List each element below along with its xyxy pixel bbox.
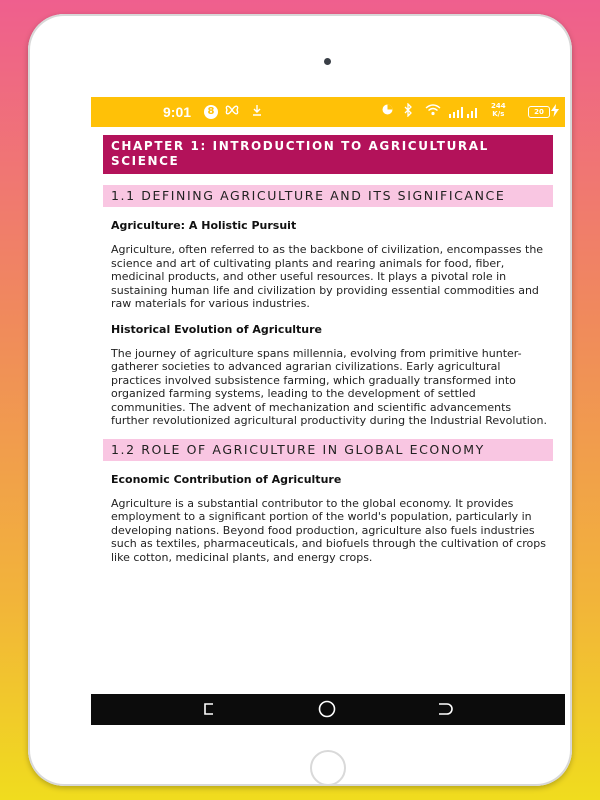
front-camera [324, 58, 331, 65]
hardware-home-button[interactable] [310, 750, 346, 786]
status-bar [91, 97, 565, 127]
data-saver-icon [381, 103, 394, 119]
status-time: 9:01 [163, 104, 192, 120]
navigation-bar [91, 694, 565, 725]
battery-indicator: 20 [528, 106, 550, 118]
section-title: 1.1 DEFINING AGRICULTURE AND ITS SIGNIFICANCE [103, 185, 553, 207]
device-screen [91, 97, 565, 725]
back-icon[interactable] [435, 700, 455, 722]
butterfly-icon [225, 103, 239, 120]
signal-bars-icon [449, 106, 479, 118]
network-speed-value: 244 [491, 102, 506, 110]
recent-apps-icon[interactable] [199, 700, 219, 722]
network-speed-unit: K/s [492, 110, 505, 118]
wifi-icon [425, 103, 441, 119]
home-icon[interactable] [316, 700, 338, 722]
charging-icon [551, 104, 559, 120]
bluetooth-icon [403, 103, 413, 120]
subsection-heading: Economic Contribution of Agriculture [111, 472, 342, 486]
network-speed [491, 102, 506, 118]
reader-content [103, 135, 553, 564]
tablet-frame [28, 14, 572, 786]
paragraph: Agriculture, often referred to as the backbone of civilization, encompasses the science and art of cultivating plants and rearing animals for food, fiber, medicinal products, and other useful resources. It plays a pivotal role in sustaining human life and civilization by providing essential commodities and raw materials for various industries. [111, 243, 544, 310]
download-icon [251, 103, 263, 120]
paragraph: The journey of agriculture spans millennia, evolving from primitive hunter-gatherer societies to advanced agrarian civilizations. Early agricultural practices involved subsistence farming, which gradually transformed into organized farming systems, leading to the development of settled communities. The advent of mechanization and scientific advancements further revolutionized agricultural productivity during the Industrial Revolution. [111, 346, 547, 427]
subsection-heading: Agriculture: A Holistic Pursuit [111, 219, 297, 232]
chapter-title: CHAPTER 1: INTRODUCTION TO AGRICULTURAL SCIENCE [103, 135, 553, 174]
section-title: 1.2 ROLE OF AGRICULTURE IN GLOBAL ECONOMY [103, 439, 553, 461]
subsection-heading: Historical Evolution of Agriculture [111, 322, 323, 336]
paragraph: Agriculture is a substantial contributor to the global economy. It provides employment to a significant portion of the world's population, particularly in developing nations. Beyond food production, agriculture also fuels industries such as textiles, pharmaceuticals, and biofuels through the cultivation of crops like cotton, medicinal plants, and energy crops. [111, 496, 546, 564]
notification-badge: 8 [204, 105, 218, 119]
